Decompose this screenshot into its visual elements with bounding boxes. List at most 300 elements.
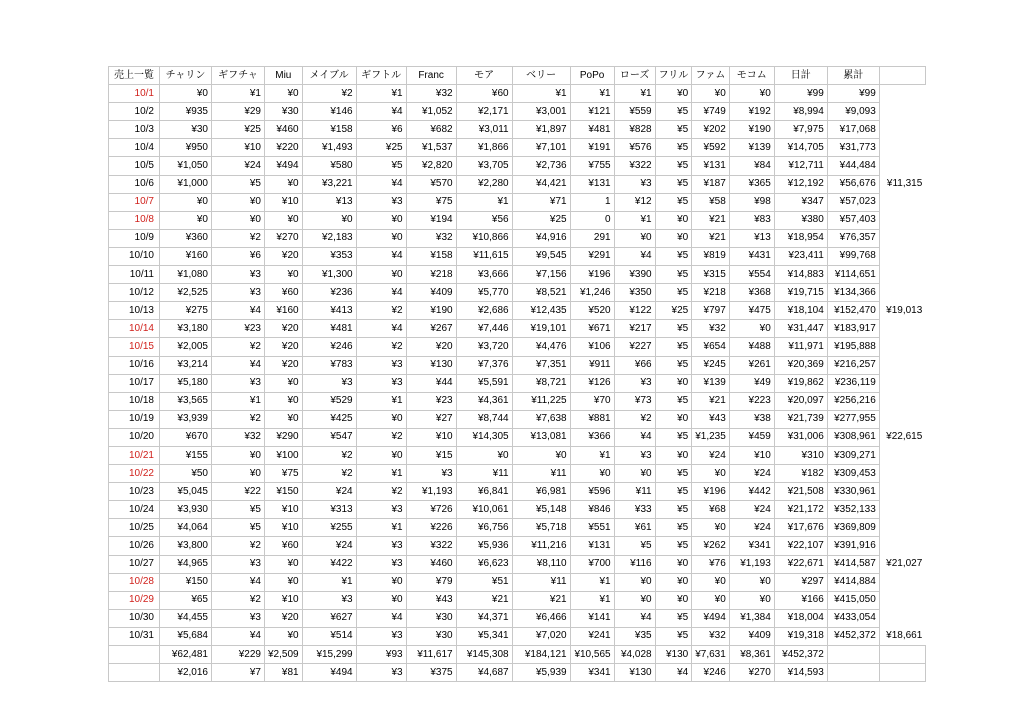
value-cell[interactable]: ¥5 <box>614 537 655 555</box>
value-cell[interactable]: ¥0 <box>729 320 774 338</box>
value-cell[interactable]: ¥322 <box>406 537 456 555</box>
value-cell[interactable]: ¥4 <box>614 247 655 265</box>
value-cell[interactable]: ¥1 <box>212 392 265 410</box>
value-cell[interactable]: ¥3,705 <box>456 157 512 175</box>
value-cell[interactable]: ¥158 <box>302 121 356 139</box>
value-cell[interactable]: ¥5 <box>655 465 692 483</box>
value-cell[interactable]: ¥4,455 <box>160 609 212 627</box>
value-cell[interactable]: ¥44,484 <box>827 157 879 175</box>
value-cell[interactable]: ¥415,050 <box>827 591 879 609</box>
value-cell[interactable]: ¥256,216 <box>827 392 879 410</box>
weekly-total-cell[interactable]: ¥21,027 <box>886 558 923 570</box>
value-cell[interactable]: ¥20 <box>265 338 303 356</box>
value-cell[interactable]: ¥13 <box>302 193 356 211</box>
header-cell[interactable]: 売上一覧 <box>109 67 160 85</box>
value-cell[interactable]: ¥409 <box>729 627 774 645</box>
value-cell[interactable]: ¥23 <box>406 392 456 410</box>
value-cell[interactable]: ¥270 <box>265 229 303 247</box>
value-cell[interactable]: ¥1,235 <box>692 428 730 446</box>
value-cell[interactable]: ¥0 <box>614 591 655 609</box>
date-cell[interactable]: 10/30 <box>109 609 160 627</box>
value-cell[interactable]: ¥130 <box>406 356 456 374</box>
weekly-total-cell[interactable] <box>879 284 925 302</box>
value-cell[interactable]: ¥6,756 <box>456 519 512 537</box>
value-cell[interactable]: ¥277,955 <box>827 410 879 428</box>
value-cell[interactable]: ¥11,615 <box>456 247 512 265</box>
value-cell[interactable]: ¥0 <box>356 446 406 464</box>
value-cell[interactable]: ¥20 <box>265 247 303 265</box>
value-cell[interactable]: ¥5 <box>655 392 692 410</box>
value-cell[interactable]: ¥100 <box>265 446 303 464</box>
value-cell[interactable]: ¥0 <box>265 555 303 573</box>
date-cell[interactable]: 10/24 <box>109 501 160 519</box>
value-cell[interactable]: ¥31,447 <box>774 320 827 338</box>
value-cell[interactable]: ¥5,718 <box>512 519 570 537</box>
value-cell[interactable]: ¥192 <box>729 103 774 121</box>
value-cell[interactable]: ¥0 <box>160 193 212 211</box>
value-cell[interactable]: ¥22 <box>212 483 265 501</box>
value-cell[interactable]: ¥5 <box>212 501 265 519</box>
value-cell[interactable]: ¥4,476 <box>512 338 570 356</box>
value-cell[interactable]: ¥0 <box>356 573 406 591</box>
value-cell[interactable]: ¥3 <box>212 609 265 627</box>
value-cell[interactable]: ¥61 <box>614 519 655 537</box>
value-cell[interactable]: ¥190 <box>406 302 456 320</box>
weekly-total-cell[interactable] <box>879 410 925 428</box>
summary-cell[interactable]: ¥375 <box>406 664 456 682</box>
value-cell[interactable]: ¥38 <box>729 410 774 428</box>
value-cell[interactable]: ¥481 <box>570 121 614 139</box>
weekly-total-cell[interactable] <box>879 247 925 265</box>
weekly-total-cell[interactable] <box>879 121 925 139</box>
value-cell[interactable]: ¥10,866 <box>456 229 512 247</box>
value-cell[interactable]: ¥18,004 <box>774 609 827 627</box>
date-cell[interactable]: 10/4 <box>109 139 160 157</box>
header-cell[interactable]: PoPo <box>570 67 614 85</box>
value-cell[interactable]: ¥5 <box>655 284 692 302</box>
summary-cell[interactable]: ¥93 <box>356 646 406 664</box>
value-cell[interactable]: ¥0 <box>356 211 406 229</box>
value-cell[interactable]: ¥309,271 <box>827 446 879 464</box>
date-cell[interactable]: 10/18 <box>109 392 160 410</box>
value-cell[interactable]: 1 <box>570 193 614 211</box>
value-cell[interactable]: ¥935 <box>160 103 212 121</box>
value-cell[interactable]: ¥391,916 <box>827 537 879 555</box>
value-cell[interactable]: ¥380 <box>774 211 827 229</box>
value-cell[interactable]: ¥547 <box>302 428 356 446</box>
value-cell[interactable]: ¥5 <box>655 157 692 175</box>
value-cell[interactable]: ¥5 <box>356 157 406 175</box>
weekly-total-cell[interactable]: ¥19,013 <box>886 304 923 316</box>
value-cell[interactable]: ¥150 <box>160 573 212 591</box>
value-cell[interactable]: ¥155 <box>160 446 212 464</box>
value-cell[interactable]: ¥330,961 <box>827 483 879 501</box>
value-cell[interactable]: ¥227 <box>614 338 655 356</box>
value-cell[interactable]: ¥570 <box>406 175 456 193</box>
value-cell[interactable]: ¥190 <box>729 121 774 139</box>
value-cell[interactable]: ¥5 <box>655 483 692 501</box>
value-cell[interactable]: ¥98 <box>729 193 774 211</box>
value-cell[interactable]: ¥350 <box>614 284 655 302</box>
value-cell[interactable]: ¥460 <box>406 555 456 573</box>
value-cell[interactable]: ¥11,216 <box>512 537 570 555</box>
value-cell[interactable]: ¥3,939 <box>160 410 212 428</box>
summary-cell[interactable] <box>109 664 160 682</box>
value-cell[interactable]: ¥0 <box>692 519 730 537</box>
weekly-total-cell[interactable] <box>879 465 925 483</box>
value-cell[interactable]: ¥0 <box>655 446 692 464</box>
value-cell[interactable]: ¥1,246 <box>570 284 614 302</box>
value-cell[interactable]: ¥4,916 <box>512 229 570 247</box>
date-cell[interactable]: 10/25 <box>109 519 160 537</box>
value-cell[interactable]: ¥5 <box>655 428 692 446</box>
weekly-total-cell[interactable] <box>879 501 925 519</box>
value-cell[interactable]: ¥24 <box>302 537 356 555</box>
value-cell[interactable]: ¥20 <box>406 338 456 356</box>
value-cell[interactable]: ¥30 <box>160 121 212 139</box>
value-cell[interactable]: ¥9,093 <box>827 103 879 121</box>
value-cell[interactable]: ¥1 <box>302 573 356 591</box>
value-cell[interactable]: ¥4 <box>356 175 406 193</box>
value-cell[interactable]: ¥60 <box>265 537 303 555</box>
value-cell[interactable]: ¥422 <box>302 555 356 573</box>
value-cell[interactable]: ¥0 <box>655 229 692 247</box>
date-cell[interactable]: 10/23 <box>109 483 160 501</box>
value-cell[interactable]: ¥494 <box>265 157 303 175</box>
header-cell[interactable]: チャリン <box>160 67 212 85</box>
value-cell[interactable]: ¥409 <box>406 284 456 302</box>
value-cell[interactable]: ¥196 <box>570 266 614 284</box>
value-cell[interactable]: ¥31,006 <box>774 428 827 446</box>
value-cell[interactable]: ¥12,435 <box>512 302 570 320</box>
value-cell[interactable]: ¥627 <box>302 609 356 627</box>
value-cell[interactable]: ¥1 <box>356 85 406 103</box>
value-cell[interactable]: ¥5 <box>655 103 692 121</box>
value-cell[interactable]: ¥66 <box>614 356 655 374</box>
value-cell[interactable]: ¥255 <box>302 519 356 537</box>
value-cell[interactable]: ¥8,521 <box>512 284 570 302</box>
value-cell[interactable]: ¥131 <box>570 537 614 555</box>
value-cell[interactable]: ¥671 <box>570 320 614 338</box>
value-cell[interactable]: ¥1 <box>512 85 570 103</box>
weekly-total-cell[interactable] <box>879 157 925 175</box>
value-cell[interactable]: ¥488 <box>729 338 774 356</box>
value-cell[interactable]: ¥2,820 <box>406 157 456 175</box>
value-cell[interactable]: ¥5 <box>655 193 692 211</box>
header-cell[interactable]: ギフトル <box>356 67 406 85</box>
value-cell[interactable]: ¥1 <box>356 392 406 410</box>
value-cell[interactable]: ¥25 <box>356 139 406 157</box>
value-cell[interactable]: ¥414,884 <box>827 573 879 591</box>
value-cell[interactable]: ¥122 <box>614 302 655 320</box>
value-cell[interactable]: ¥3,565 <box>160 392 212 410</box>
value-cell[interactable]: ¥218 <box>406 266 456 284</box>
value-cell[interactable]: ¥23 <box>212 320 265 338</box>
value-cell[interactable]: ¥29 <box>212 103 265 121</box>
summary-cell[interactable] <box>879 646 925 664</box>
summary-cell[interactable]: ¥8,361 <box>729 646 774 664</box>
value-cell[interactable]: ¥0 <box>655 211 692 229</box>
value-cell[interactable]: ¥313 <box>302 501 356 519</box>
value-cell[interactable]: ¥3 <box>356 193 406 211</box>
value-cell[interactable]: ¥10 <box>265 193 303 211</box>
value-cell[interactable]: ¥141 <box>570 609 614 627</box>
value-cell[interactable]: ¥494 <box>692 609 730 627</box>
weekly-total-cell[interactable]: ¥22,615 <box>886 431 923 443</box>
value-cell[interactable]: ¥4 <box>212 302 265 320</box>
value-cell[interactable]: ¥160 <box>265 302 303 320</box>
value-cell[interactable]: ¥9,545 <box>512 247 570 265</box>
value-cell[interactable]: ¥84 <box>729 157 774 175</box>
value-cell[interactable]: ¥12,711 <box>774 157 827 175</box>
value-cell[interactable]: ¥0 <box>265 175 303 193</box>
value-cell[interactable]: ¥3 <box>406 465 456 483</box>
value-cell[interactable]: ¥14,883 <box>774 266 827 284</box>
value-cell[interactable]: ¥275 <box>160 302 212 320</box>
summary-cell[interactable]: ¥81 <box>265 664 303 682</box>
value-cell[interactable]: ¥2 <box>356 338 406 356</box>
value-cell[interactable]: ¥4 <box>356 103 406 121</box>
summary-cell[interactable]: ¥130 <box>655 646 692 664</box>
value-cell[interactable]: ¥152,470 <box>827 302 879 320</box>
value-cell[interactable]: ¥726 <box>406 501 456 519</box>
value-cell[interactable]: ¥0 <box>356 229 406 247</box>
value-cell[interactable]: ¥700 <box>570 555 614 573</box>
value-cell[interactable]: ¥2 <box>356 302 406 320</box>
value-cell[interactable]: ¥308,961 <box>827 428 879 446</box>
value-cell[interactable]: ¥414,587 <box>827 555 879 573</box>
value-cell[interactable]: ¥6,841 <box>456 483 512 501</box>
value-cell[interactable]: ¥6,981 <box>512 483 570 501</box>
date-cell[interactable]: 10/31 <box>109 627 160 645</box>
header-cell[interactable]: モコム <box>729 67 774 85</box>
value-cell[interactable]: ¥4,965 <box>160 555 212 573</box>
value-cell[interactable]: ¥75 <box>265 465 303 483</box>
value-cell[interactable]: ¥226 <box>406 519 456 537</box>
summary-cell[interactable]: ¥184,121 <box>512 646 570 664</box>
value-cell[interactable]: ¥3 <box>356 374 406 392</box>
value-cell[interactable]: ¥5,180 <box>160 374 212 392</box>
value-cell[interactable]: ¥19,318 <box>774 627 827 645</box>
value-cell[interactable]: ¥15 <box>406 446 456 464</box>
date-cell[interactable]: 10/26 <box>109 537 160 555</box>
value-cell[interactable]: ¥360 <box>160 229 212 247</box>
value-cell[interactable]: ¥452,372 <box>827 627 879 645</box>
value-cell[interactable]: ¥341 <box>729 537 774 555</box>
value-cell[interactable]: ¥70 <box>570 392 614 410</box>
summary-cell[interactable]: ¥4,687 <box>456 664 512 682</box>
weekly-total-cell[interactable] <box>879 374 925 392</box>
value-cell[interactable]: ¥5 <box>655 609 692 627</box>
weekly-total-cell[interactable] <box>879 229 925 247</box>
date-cell[interactable]: 10/15 <box>109 338 160 356</box>
value-cell[interactable]: ¥3 <box>614 374 655 392</box>
value-cell[interactable]: ¥1,080 <box>160 266 212 284</box>
value-cell[interactable]: ¥21 <box>692 211 730 229</box>
date-cell[interactable]: 10/3 <box>109 121 160 139</box>
value-cell[interactable]: ¥6,466 <box>512 609 570 627</box>
weekly-total-cell[interactable] <box>879 573 925 591</box>
value-cell[interactable]: ¥4,371 <box>456 609 512 627</box>
weekly-total-cell[interactable] <box>879 211 925 229</box>
value-cell[interactable]: ¥2,171 <box>456 103 512 121</box>
value-cell[interactable]: ¥1,537 <box>406 139 456 157</box>
value-cell[interactable]: ¥7,446 <box>456 320 512 338</box>
value-cell[interactable]: ¥3,011 <box>456 121 512 139</box>
value-cell[interactable]: ¥911 <box>570 356 614 374</box>
summary-cell[interactable]: ¥452,372 <box>774 646 827 664</box>
value-cell[interactable]: ¥13 <box>729 229 774 247</box>
summary-cell[interactable]: ¥246 <box>692 664 730 682</box>
value-cell[interactable]: ¥1,193 <box>729 555 774 573</box>
value-cell[interactable]: ¥17,068 <box>827 121 879 139</box>
value-cell[interactable]: ¥6 <box>212 247 265 265</box>
value-cell[interactable]: ¥19,715 <box>774 284 827 302</box>
value-cell[interactable]: ¥322 <box>614 157 655 175</box>
value-cell[interactable]: ¥5 <box>655 266 692 284</box>
value-cell[interactable]: ¥50 <box>160 465 212 483</box>
value-cell[interactable]: ¥8,721 <box>512 374 570 392</box>
value-cell[interactable]: ¥5 <box>655 320 692 338</box>
weekly-total-cell[interactable] <box>879 537 925 555</box>
value-cell[interactable]: ¥5 <box>212 519 265 537</box>
value-cell[interactable]: ¥43 <box>692 410 730 428</box>
value-cell[interactable]: ¥0 <box>512 446 570 464</box>
value-cell[interactable]: ¥11,225 <box>512 392 570 410</box>
value-cell[interactable]: ¥241 <box>570 627 614 645</box>
value-cell[interactable]: ¥1 <box>570 446 614 464</box>
header-cell[interactable]: ギフチャ <box>212 67 265 85</box>
value-cell[interactable]: ¥131 <box>570 175 614 193</box>
value-cell[interactable]: ¥0 <box>265 374 303 392</box>
weekly-total-cell[interactable] <box>879 591 925 609</box>
value-cell[interactable]: ¥576 <box>614 139 655 157</box>
date-cell[interactable]: 10/1 <box>109 85 160 103</box>
value-cell[interactable]: ¥27 <box>406 410 456 428</box>
value-cell[interactable]: ¥196 <box>692 483 730 501</box>
value-cell[interactable]: ¥5 <box>655 501 692 519</box>
value-cell[interactable]: ¥139 <box>692 374 730 392</box>
header-cell[interactable]: Franc <box>406 67 456 85</box>
date-cell[interactable]: 10/12 <box>109 284 160 302</box>
value-cell[interactable]: ¥368 <box>729 284 774 302</box>
value-cell[interactable]: ¥195,888 <box>827 338 879 356</box>
value-cell[interactable]: ¥12,192 <box>774 175 827 193</box>
value-cell[interactable]: ¥1 <box>614 211 655 229</box>
value-cell[interactable]: ¥4 <box>212 627 265 645</box>
header-cell[interactable]: ベリー <box>512 67 570 85</box>
value-cell[interactable]: ¥166 <box>774 591 827 609</box>
weekly-total-cell[interactable] <box>879 266 925 284</box>
value-cell[interactable]: ¥44 <box>406 374 456 392</box>
value-cell[interactable]: ¥5 <box>655 627 692 645</box>
date-cell[interactable]: 10/28 <box>109 573 160 591</box>
value-cell[interactable]: ¥8,744 <box>456 410 512 428</box>
date-cell[interactable]: 10/9 <box>109 229 160 247</box>
value-cell[interactable]: ¥32 <box>406 85 456 103</box>
value-cell[interactable]: ¥10 <box>406 428 456 446</box>
value-cell[interactable]: ¥79 <box>406 573 456 591</box>
header-cell[interactable]: 累計 <box>827 67 879 85</box>
value-cell[interactable]: ¥3,720 <box>456 338 512 356</box>
value-cell[interactable]: ¥7,638 <box>512 410 570 428</box>
value-cell[interactable]: ¥5 <box>655 175 692 193</box>
value-cell[interactable]: ¥32 <box>692 320 730 338</box>
value-cell[interactable]: ¥5 <box>655 121 692 139</box>
value-cell[interactable]: 291 <box>570 229 614 247</box>
value-cell[interactable]: ¥5 <box>655 139 692 157</box>
value-cell[interactable]: ¥551 <box>570 519 614 537</box>
value-cell[interactable]: ¥0 <box>212 465 265 483</box>
value-cell[interactable]: ¥21,739 <box>774 410 827 428</box>
value-cell[interactable]: ¥150 <box>265 483 303 501</box>
value-cell[interactable]: ¥819 <box>692 247 730 265</box>
value-cell[interactable]: ¥3 <box>356 537 406 555</box>
value-cell[interactable]: ¥216,257 <box>827 356 879 374</box>
date-cell[interactable]: 10/22 <box>109 465 160 483</box>
value-cell[interactable]: ¥20 <box>265 356 303 374</box>
summary-cell[interactable]: ¥2,016 <box>160 664 212 682</box>
value-cell[interactable]: ¥460 <box>265 121 303 139</box>
value-cell[interactable]: ¥11 <box>614 483 655 501</box>
value-cell[interactable]: ¥529 <box>302 392 356 410</box>
value-cell[interactable]: ¥24 <box>302 483 356 501</box>
value-cell[interactable]: ¥1 <box>456 193 512 211</box>
value-cell[interactable]: ¥158 <box>406 247 456 265</box>
value-cell[interactable]: ¥30 <box>406 609 456 627</box>
value-cell[interactable]: ¥5,591 <box>456 374 512 392</box>
summary-cell[interactable]: ¥5,939 <box>512 664 570 682</box>
value-cell[interactable]: ¥315 <box>692 266 730 284</box>
value-cell[interactable]: ¥24 <box>692 446 730 464</box>
weekly-total-cell[interactable] <box>879 519 925 537</box>
value-cell[interactable]: ¥749 <box>692 103 730 121</box>
value-cell[interactable]: ¥514 <box>302 627 356 645</box>
value-cell[interactable]: ¥1,866 <box>456 139 512 157</box>
weekly-total-cell[interactable] <box>879 139 925 157</box>
value-cell[interactable]: ¥22,671 <box>774 555 827 573</box>
date-cell[interactable]: 10/14 <box>109 320 160 338</box>
value-cell[interactable]: ¥236 <box>302 284 356 302</box>
value-cell[interactable]: ¥2 <box>614 410 655 428</box>
value-cell[interactable]: ¥18,954 <box>774 229 827 247</box>
value-cell[interactable]: ¥131 <box>692 157 730 175</box>
value-cell[interactable]: 0 <box>570 211 614 229</box>
value-cell[interactable]: ¥160 <box>160 247 212 265</box>
value-cell[interactable]: ¥0 <box>212 211 265 229</box>
value-cell[interactable]: ¥5 <box>655 338 692 356</box>
summary-cell[interactable]: ¥7 <box>212 664 265 682</box>
value-cell[interactable]: ¥99 <box>827 85 879 103</box>
value-cell[interactable]: ¥7,020 <box>512 627 570 645</box>
value-cell[interactable]: ¥309,453 <box>827 465 879 483</box>
value-cell[interactable]: ¥0 <box>692 465 730 483</box>
value-cell[interactable]: ¥4,361 <box>456 392 512 410</box>
value-cell[interactable]: ¥2,280 <box>456 175 512 193</box>
value-cell[interactable]: ¥425 <box>302 410 356 428</box>
summary-cell[interactable]: ¥4,028 <box>614 646 655 664</box>
summary-cell[interactable]: ¥10,565 <box>570 646 614 664</box>
value-cell[interactable]: ¥2 <box>212 537 265 555</box>
value-cell[interactable]: ¥0 <box>655 573 692 591</box>
value-cell[interactable]: ¥3 <box>614 175 655 193</box>
value-cell[interactable]: ¥3 <box>302 374 356 392</box>
value-cell[interactable]: ¥1,300 <box>302 266 356 284</box>
value-cell[interactable]: ¥0 <box>655 374 692 392</box>
value-cell[interactable]: ¥20,369 <box>774 356 827 374</box>
value-cell[interactable]: ¥881 <box>570 410 614 428</box>
value-cell[interactable]: ¥71 <box>512 193 570 211</box>
